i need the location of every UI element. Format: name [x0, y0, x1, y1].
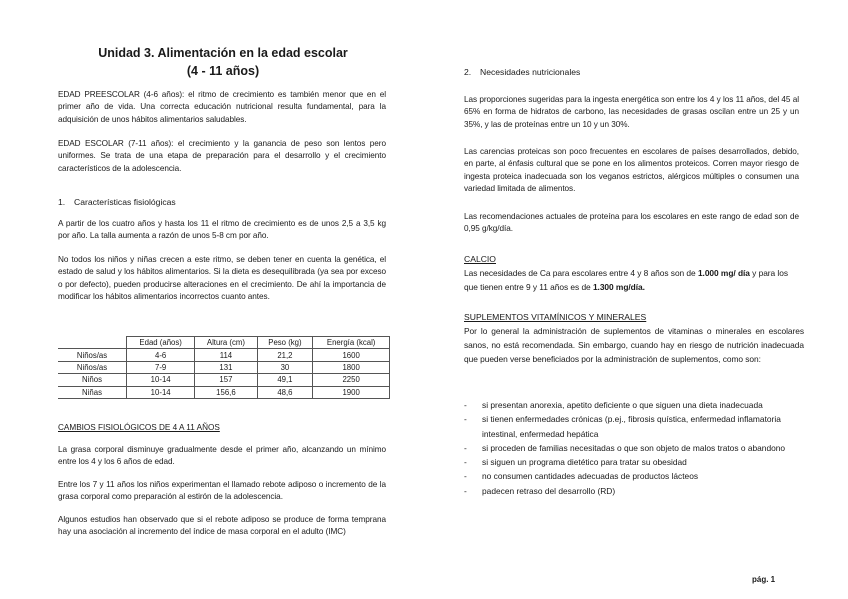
list-dash: - — [464, 414, 467, 425]
table-cell: 114 — [195, 349, 257, 361]
protein-deficiency-paragraph: Las carencias proteicas son poco frecuentes en escolares de países desarrollados, debido, en parte, al énfasis cultural que se pone en los alimentos proteicos. Corren mayor riesgo de ingesta proteica inadecuada son los veganos estrictos, alérgicos múltiples o consumen una variedad limitada de alimentos. — [464, 147, 799, 194]
suplementos-paragraph: Por lo general la administración de suplementos de vitaminas o minerales en escolares sanos, no está recomendada. Sin embargo, cuando hay en riesgo de nutrición inadecuada que pueden verse beneficiados por la administración de suplementos, como son: — [464, 326, 804, 365]
title-line-1: Unidad 3. Alimentación en la edad escolar — [98, 46, 348, 60]
table-cell: 2250 — [313, 374, 390, 386]
section-2-number: 2. — [464, 67, 472, 77]
growth-paragraph: A partir de los cuatro años y hasta los 11 el ritmo de crecimiento es de unos 2,5 a 3,5 kg por año. La talla aumenta a razón de unos 5-8 cm por año. — [58, 219, 386, 241]
page-title — [58, 44, 388, 80]
table-header-cell: Peso (kg) — [257, 337, 313, 349]
list-item — [464, 398, 804, 412]
preescolar-paragraph — [58, 89, 386, 126]
list-dash: - — [464, 471, 467, 482]
list-item — [464, 484, 804, 498]
table-cell: 21,2 — [257, 349, 313, 361]
table-header-cell: Energía (kcal) — [313, 337, 390, 349]
table-cell: 10-14 — [127, 374, 195, 386]
preescolar-label: EDAD PREESCOLAR (4-6 años) — [58, 90, 183, 99]
table-header-cell: Edad (años) — [127, 337, 195, 349]
table-cell: 157 — [195, 374, 257, 386]
calcio-text-c: y para los que tienen entre 9 y 11 años es de — [464, 268, 788, 293]
calcio-value-2: 1.300 mg/día. — [592, 282, 645, 293]
section-2-heading — [464, 66, 580, 78]
list-dash: - — [464, 457, 467, 468]
table-cell: 1800 — [313, 361, 390, 373]
list-item-text: no consumen cantidades adecuadas de productos lácteos — [482, 471, 699, 482]
protein-recommendation-paragraph: Las recomendaciones actuales de proteína para los escolares en este rango de edad son de 0,95 g/kg/día. — [464, 212, 799, 234]
list-item — [464, 412, 804, 441]
list-dash: - — [464, 442, 467, 453]
section-2-title: Necesidades nutricionales — [480, 67, 581, 77]
table-cell: 30 — [257, 361, 313, 373]
list-item — [464, 455, 804, 469]
adiposity-rebound-paragraph: Entre los 7 y 11 años los niños experimentan el llamado rebote adiposo o incremento de la grasa corporal como preparación al estirón de la adolescencia. — [58, 480, 386, 502]
risk-list — [464, 398, 804, 498]
escolar-text: : el crecimiento y la ganancia de peso son lentos pero uniformes. Se trata de una etapa de preparación para el desarrollo y el crecimiento característicos de la adolescencia. — [58, 139, 386, 173]
calcio-paragraph — [464, 266, 804, 294]
section-1-title: Características fisiológicas — [74, 197, 176, 207]
table-cell: 1900 — [313, 386, 390, 398]
section-1-heading — [58, 196, 176, 208]
cambios-heading: CAMBIOS FISIOLÓGICOS DE 4 A 11 AÑOS — [58, 423, 220, 432]
list-item — [464, 441, 804, 455]
table-row — [58, 361, 390, 373]
table-row — [58, 374, 390, 386]
list-item-text: si proceden de familias necesitadas o que son objeto de malos tratos o abandono — [482, 442, 786, 453]
table-corner — [58, 337, 127, 349]
list-item-text: padecen retraso del desarrollo (RD) — [482, 485, 616, 496]
table-cell: 156,6 — [195, 386, 257, 398]
table-cell: 10-14 — [127, 386, 195, 398]
escolar-label: EDAD ESCOLAR (7-11 años) — [58, 139, 172, 148]
suplementos-heading: SUPLEMENTOS VITAMÍNICOS Y MINERALES — [464, 312, 647, 322]
list-item-text: si tienen enfermedades crónicas (p.ej., fibrosis quística, enfermedad inflamatoria intestinal, enfermedad hepática — [482, 414, 781, 439]
page-number: pág. 1 — [752, 575, 776, 584]
calcio-text-a: Las necesidades de Ca para escolares entre 4 y 8 años son de — [464, 268, 698, 278]
variation-paragraph: No todos los niños y niñas crecen a este ritmo, se deben tener en cuenta la genética, el estado de salud y los hábitos alimentarios. Si la dieta es desequilibrada (ya sea por exceso o por defecto), pueden producirse alteraciones en el crecimiento. De ahí la importancia de modificar los hábitos alimentarios incorrectos cuanto antes. — [58, 255, 386, 302]
calcio-value-1: 1.000 mg/ día — [697, 268, 750, 278]
table-row — [58, 349, 390, 361]
energy-paragraph: Las proporciones sugeridas para la ingesta energética son entre los 4 y los 11 años, del 45 al 65% en forma de hidratos de carbono, las necesidades de grasas oscilan entre un 25 y un 35%, y las de proteínas entre un 10 y un 30%. — [464, 95, 799, 129]
preescolar-text: : el ritmo de crecimiento es también menor que en el primer año de vida. Una correcta educación nutricional resulta fundamental, para la adquisición de unos hábitos alimentarios saludables. — [58, 90, 386, 124]
table-cell: 131 — [195, 361, 257, 373]
fat-decrease-paragraph: La grasa corporal disminuye gradualmente desde el primer año, alcanzando un mínimo entre los 4 y los 6 años de edad. — [58, 445, 386, 467]
table-cell: 7-9 — [127, 361, 195, 373]
table-header-row — [58, 337, 390, 349]
list-dash: - — [464, 400, 467, 410]
list-item-text: si presentan anorexia, apetito deficiente o que siguen una dieta inadecuada — [482, 400, 763, 410]
row-label: Niños — [58, 374, 127, 386]
table-cell: 1600 — [313, 349, 390, 361]
table-cell: 48,6 — [257, 386, 313, 398]
row-label: Niñas — [58, 386, 127, 398]
calcio-heading: CALCIO — [464, 254, 496, 264]
table-cell: 49,1 — [257, 374, 313, 386]
title-line-2: (4 - 11 años) — [186, 64, 260, 78]
row-label: Niños/as — [58, 361, 127, 373]
row-label: Niños/as — [58, 349, 127, 361]
studies-paragraph: Algunos estudios han observado que si el rebote adiposo se produce de forma temprana hay una asociación al incremento del índice de masa corporal en el adulto (IMC) — [58, 515, 386, 537]
list-dash: - — [464, 485, 467, 496]
list-item-text: si siguen un programa dietético para tratar su obesidad — [482, 457, 687, 468]
table-header-cell: Altura (cm) — [195, 337, 257, 349]
table-cell: 4-6 — [127, 349, 195, 361]
section-1-number: 1. — [58, 197, 66, 207]
table-row — [58, 386, 390, 398]
growth-table — [58, 336, 390, 399]
escolar-paragraph — [58, 138, 386, 175]
list-item — [464, 469, 804, 483]
